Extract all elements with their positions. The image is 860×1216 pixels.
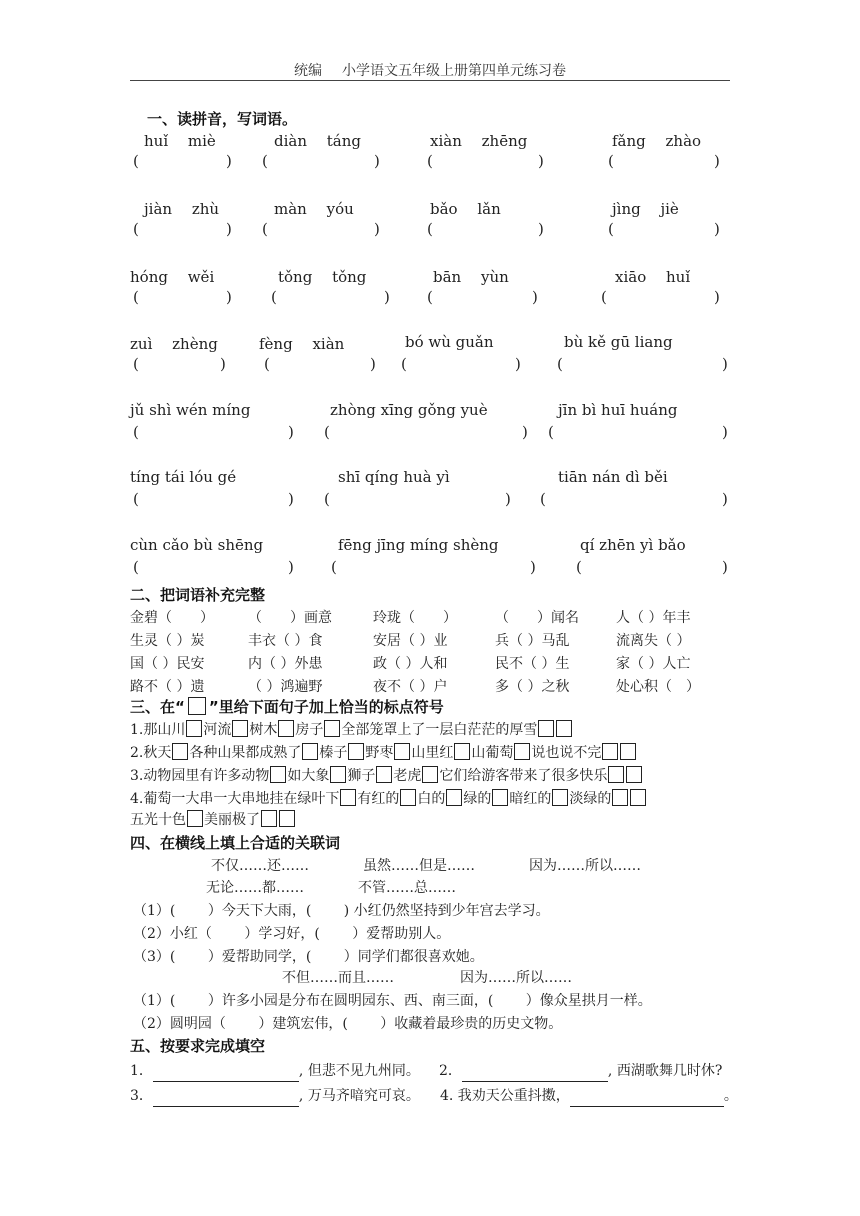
section3-title-end: ”里给下面句子加上恰当的标点符号 [208, 698, 444, 716]
connective-question[interactable]: （1）( ）许多小园是分布在圆明园东、西、南三面，( ）像众星拱月一样。 [133, 993, 652, 1009]
sentence-fragment: 野枣 [365, 745, 394, 761]
item-number: 3． [130, 1088, 153, 1104]
punctuation-box[interactable] [514, 743, 530, 760]
pinyin-item: fèng xiàn [259, 335, 345, 353]
pinyin-item: tǒng tǒng [278, 268, 367, 286]
idiom-blank[interactable]: 多（ ）之秋 [495, 679, 570, 695]
sentence-fragment: 绿的 [463, 791, 492, 807]
answer-paren-open[interactable]: ( [133, 490, 139, 508]
pinyin-item: bǎo lǎn [430, 200, 501, 218]
pinyin-item: tíng tái lóu gé [130, 468, 237, 486]
answer-paren-open[interactable]: ( [427, 288, 433, 306]
section2-title: 二、把词语补充完整 [130, 586, 266, 604]
answer-paren-close[interactable]: ) [538, 152, 544, 170]
punctuation-box[interactable] [330, 766, 346, 783]
punctuation-box[interactable] [279, 810, 295, 827]
punctuation-box[interactable] [612, 789, 628, 806]
idiom-blank[interactable]: 金碧（ ） [130, 610, 214, 626]
answer-paren-close[interactable]: ) [226, 288, 232, 306]
poem-text: , 西湖歌舞几时休? [607, 1063, 723, 1079]
sentence-fragment: 山葡萄 [471, 745, 514, 761]
answer-paren-open[interactable]: ( [133, 423, 139, 441]
item-number: 2． [439, 1063, 462, 1079]
connective-option: 不但……而且…… [282, 970, 394, 986]
idiom-blank[interactable]: 民不（ ）生 [495, 656, 570, 672]
punctuation-box[interactable] [187, 810, 203, 827]
sentence-fragment: 暗红的 [509, 791, 552, 807]
sentence-fragment: 1.那山川 [130, 722, 186, 738]
connective-option: 虽然……但是…… [363, 858, 475, 874]
pinyin-item: màn yóu [274, 200, 354, 218]
answer-paren-open[interactable]: ( [601, 288, 607, 306]
idiom-blank[interactable]: 内（ ）外患 [248, 656, 323, 672]
punctuation-sentence [130, 742, 637, 762]
sentence-fragment: 树木 [249, 722, 278, 738]
idiom-blank[interactable]: （ ）闻名 [495, 610, 579, 626]
connective-option: 因为……所以…… [529, 858, 641, 874]
answer-paren-close[interactable]: ) [722, 423, 728, 441]
punctuation-box[interactable] [302, 743, 318, 760]
idiom-blank[interactable]: （ ）鸿遍野 [248, 679, 323, 695]
punctuation-box[interactable] [492, 789, 508, 806]
answer-paren-open[interactable]: ( [133, 288, 139, 306]
answer-paren-close[interactable]: ) [226, 152, 232, 170]
pinyin-item: bù kě gū liang [564, 333, 673, 351]
pinyin-item: bān yùn [433, 268, 509, 286]
punctuation-sentence [130, 719, 573, 739]
idiom-blank[interactable]: 夜不（ ）户 [373, 679, 448, 695]
answer-paren-open[interactable]: ( [133, 220, 139, 238]
sentence-fragment: 淡绿的 [569, 791, 612, 807]
pinyin-item: cùn cǎo bù shēng [130, 536, 264, 554]
fill-blank-line[interactable] [570, 1090, 724, 1107]
answer-paren-close[interactable]: ) [714, 220, 720, 238]
answer-paren-open[interactable]: ( [262, 152, 268, 170]
punctuation-box[interactable] [394, 743, 410, 760]
answer-paren-open[interactable]: ( [133, 152, 139, 170]
pinyin-item: hóng wěi [130, 268, 215, 286]
pinyin-item: diàn táng [274, 132, 362, 150]
pinyin-item: zuì zhèng [130, 335, 218, 353]
fill-blank-line[interactable] [153, 1090, 299, 1107]
punctuation-box[interactable] [422, 766, 438, 783]
answer-paren-open[interactable]: ( [262, 220, 268, 238]
answer-paren-close[interactable]: ) [384, 288, 390, 306]
pinyin-item: qí zhēn yì bǎo [580, 536, 686, 554]
idiom-blank[interactable]: 路不（ ）遗 [130, 679, 205, 695]
sentence-fragment: 榛子 [319, 745, 348, 761]
poem-text: 。 [723, 1088, 738, 1104]
punctuation-box[interactable] [232, 720, 248, 737]
answer-paren-close[interactable]: ) [370, 355, 376, 373]
sentence-fragment: 老虎 [393, 768, 422, 784]
pinyin-item: xiāo huǐ [615, 268, 691, 286]
idiom-blank[interactable]: 政（ ）人和 [373, 656, 448, 672]
sentence-fragment: 白的 [417, 791, 446, 807]
punctuation-sentence [130, 765, 643, 785]
punctuation-box[interactable] [608, 766, 624, 783]
answer-paren-open[interactable]: ( [401, 355, 407, 373]
punctuation-box[interactable] [376, 766, 392, 783]
punctuation-box[interactable] [602, 743, 618, 760]
item-number: 4. 我劝天公重抖擞， [440, 1088, 570, 1104]
answer-paren-close[interactable]: ) [714, 288, 720, 306]
pinyin-item: zhòng xīng gǒng yuè [330, 401, 488, 419]
answer-paren-open[interactable]: ( [133, 355, 139, 373]
answer-paren-open[interactable]: ( [427, 220, 433, 238]
connective-question[interactable]: （1）( ）今天下大雨，( ) 小红仍然坚持到少年宫去学习。 [133, 903, 550, 919]
punctuation-box[interactable] [348, 743, 364, 760]
idiom-blank[interactable]: 丰衣（ ）食 [248, 633, 323, 649]
punctuation-box[interactable] [556, 720, 572, 737]
answer-paren-open[interactable]: ( [608, 152, 614, 170]
poem-fill-item [440, 1085, 738, 1107]
idiom-blank[interactable]: 人（ ）年丰 [616, 610, 691, 626]
sentence-fragment: 房子 [295, 722, 324, 738]
section4-title: 四、在横线上填上合适的关联词 [130, 834, 341, 852]
idiom-blank[interactable]: 处心积（ ） [616, 679, 700, 695]
punctuation-sentence [130, 788, 647, 808]
punctuation-box[interactable] [538, 720, 554, 737]
punctuation-box[interactable] [454, 743, 470, 760]
idiom-blank[interactable]: 流离失（ ） [616, 633, 691, 649]
idiom-blank[interactable]: 生灵（ ）炭 [130, 633, 205, 649]
sentence-fragment: 2.秋天 [130, 745, 172, 761]
punctuation-box[interactable] [552, 789, 568, 806]
section3-title [130, 696, 444, 717]
punctuation-box[interactable] [186, 720, 202, 737]
sentence-fragment: 全部笼罩上了一层白茫茫的厚雪 [341, 722, 538, 738]
idiom-blank[interactable]: 安居（ ）业 [373, 633, 448, 649]
pinyin-item: xiàn zhēng [430, 132, 528, 150]
punctuation-box[interactable] [620, 743, 636, 760]
answer-paren-open[interactable]: ( [427, 152, 433, 170]
answer-paren-close[interactable]: ) [722, 490, 728, 508]
answer-paren-close[interactable]: ) [714, 152, 720, 170]
pinyin-item: jīn bì huī huáng [558, 401, 678, 419]
answer-paren-close[interactable]: ) [538, 220, 544, 238]
answer-paren-open[interactable]: ( [540, 490, 546, 508]
punctuation-box[interactable] [172, 743, 188, 760]
punctuation-box[interactable] [261, 810, 277, 827]
sentence-fragment: 美丽极了 [204, 812, 260, 828]
pinyin-item: fēng jīng míng shèng [338, 536, 499, 554]
idiom-blank[interactable]: （ ）画意 [248, 610, 332, 626]
sentence-fragment: 3.动物园里有许多动物 [130, 768, 270, 784]
header-title: 小学语文五年级上册第四单元练习卷 [342, 63, 566, 79]
answer-paren-open[interactable]: ( [331, 558, 337, 576]
connective-option: 因为……所以…… [460, 970, 572, 986]
header-rule [130, 80, 730, 81]
answer-paren-close[interactable]: ) [226, 220, 232, 238]
poem-fill-item [130, 1085, 420, 1107]
idiom-blank[interactable]: 玲珑（ ） [373, 610, 457, 626]
answer-paren-close[interactable]: ) [522, 423, 528, 441]
punctuation-box[interactable] [626, 766, 642, 783]
answer-paren-open[interactable]: ( [264, 355, 270, 373]
pinyin-item: bó wù guǎn [405, 333, 494, 351]
answer-paren-open[interactable]: ( [133, 558, 139, 576]
answer-paren-close[interactable]: ) [530, 558, 536, 576]
sentence-fragment: 它们给游客带来了很多快乐 [439, 768, 608, 784]
idiom-blank[interactable]: 兵（ ）马乱 [495, 633, 570, 649]
poem-fill-item [439, 1060, 722, 1082]
section1-title: 一、读拼音，写词语。 [147, 110, 298, 128]
item-number: 1． [130, 1063, 153, 1079]
sentence-fragment: 4.葡萄一大串一大串地挂在绿叶下 [130, 791, 340, 807]
sentence-fragment: 河流 [203, 722, 232, 738]
sentence-fragment: 有红的 [357, 791, 400, 807]
answer-paren-close[interactable]: ) [374, 152, 380, 170]
answer-paren-open[interactable]: ( [324, 490, 330, 508]
punctuation-box[interactable] [340, 789, 356, 806]
title-box [188, 697, 206, 715]
answer-paren-close[interactable]: ) [220, 355, 226, 373]
sentence-fragment: 如大象 [287, 768, 330, 784]
pinyin-item: jiàn zhù [144, 200, 220, 218]
connective-question[interactable]: （3）( ）爱帮助同学，( ）同学们都很喜欢她。 [133, 949, 484, 965]
punctuation-box[interactable] [270, 766, 286, 783]
sentence-fragment: 说也说不完 [531, 745, 602, 761]
answer-paren-close[interactable]: ) [288, 558, 294, 576]
pinyin-item: tiān nán dì běi [558, 468, 668, 486]
connective-option: 不管……总…… [358, 880, 456, 896]
punctuation-box[interactable] [278, 720, 294, 737]
answer-paren-close[interactable]: ) [515, 355, 521, 373]
section5-title: 五、按要求完成填空 [130, 1037, 266, 1055]
punctuation-box[interactable] [324, 720, 340, 737]
sentence-fragment: 狮子 [347, 768, 376, 784]
pinyin-item: huǐ miè [144, 132, 216, 150]
answer-paren-open[interactable]: ( [548, 423, 554, 441]
fill-blank-line[interactable] [462, 1065, 608, 1082]
answer-paren-open[interactable]: ( [608, 220, 614, 238]
pinyin-item: jǔ shì wén míng [130, 401, 251, 419]
answer-paren-open[interactable]: ( [576, 558, 582, 576]
sentence-fragment: 各种山果都成熟了 [189, 745, 302, 761]
answer-paren-close[interactable]: ) [505, 490, 511, 508]
punctuation-box[interactable] [400, 789, 416, 806]
connective-option: 不仅……还…… [211, 858, 309, 874]
header-left: 统编 [294, 63, 322, 79]
answer-paren-close[interactable]: ) [722, 355, 728, 373]
answer-paren-close[interactable]: ) [288, 423, 294, 441]
punctuation-sentence [130, 809, 296, 829]
answer-paren-open[interactable]: ( [557, 355, 563, 373]
idiom-blank[interactable]: 国（ ）民安 [130, 656, 205, 672]
answer-paren-close[interactable]: ) [374, 220, 380, 238]
fill-blank-line[interactable] [153, 1065, 299, 1082]
answer-paren-close[interactable]: ) [532, 288, 538, 306]
sentence-fragment: 山里红 [411, 745, 454, 761]
pinyin-item: fǎng zhào [612, 132, 702, 150]
connective-question[interactable]: （2）圆明园（ ）建筑宏伟，( ）收藏着最珍贵的历史文物。 [133, 1016, 563, 1032]
poem-text: , 万马齐喑究可哀。 [298, 1088, 420, 1104]
sentence-fragment: 五光十色 [130, 812, 186, 828]
poem-text: , 但悲不见九州同。 [298, 1063, 420, 1079]
connective-question[interactable]: （2）小红（ ）学习好，( ）爱帮助别人。 [133, 926, 451, 942]
answer-paren-close[interactable]: ) [722, 558, 728, 576]
section3-title-start: 三、在“ [130, 698, 185, 716]
page-header [0, 60, 860, 80]
poem-fill-item [130, 1060, 420, 1082]
punctuation-box[interactable] [446, 789, 462, 806]
answer-paren-open[interactable]: ( [324, 423, 330, 441]
pinyin-item: shī qíng huà yì [338, 468, 450, 486]
answer-paren-open[interactable]: ( [271, 288, 277, 306]
pinyin-item: jìng jiè [612, 200, 679, 218]
connective-option: 无论……都…… [206, 880, 304, 896]
idiom-blank[interactable]: 家（ ）人亡 [616, 656, 691, 672]
punctuation-box[interactable] [630, 789, 646, 806]
answer-paren-close[interactable]: ) [288, 490, 294, 508]
